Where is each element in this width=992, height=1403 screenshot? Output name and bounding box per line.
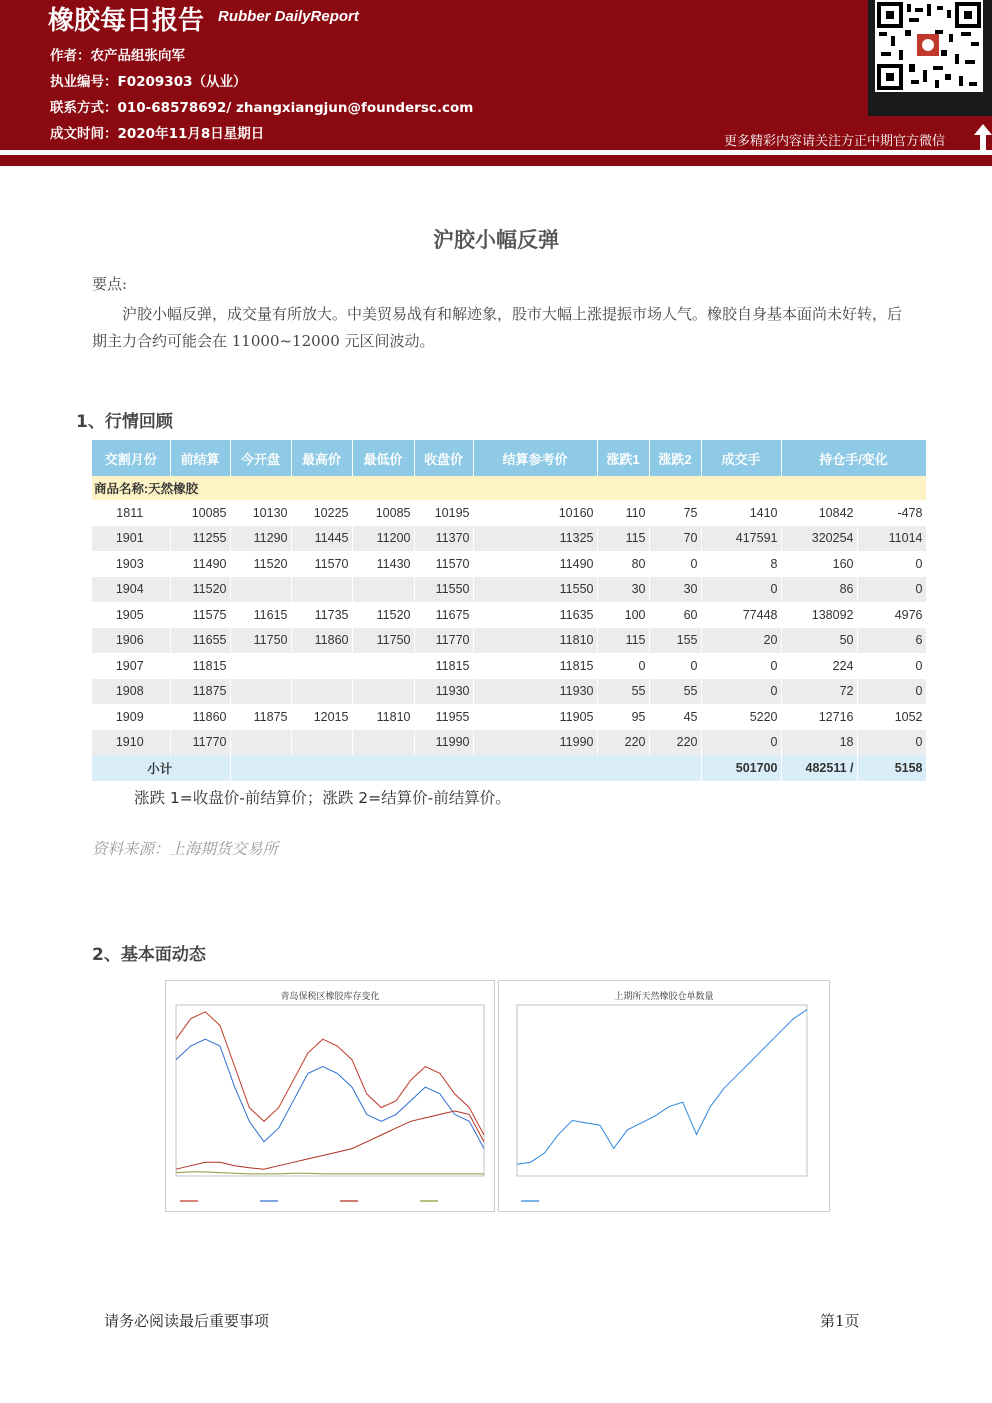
subtotal-row	[92, 755, 926, 781]
table-cell: 10160	[473, 500, 597, 526]
table-header-row	[92, 440, 926, 476]
report-title: 沪胶小幅反弹	[433, 228, 559, 252]
brand-title: 橡胶每日报告	[48, 6, 205, 36]
table-cell: 12716	[781, 704, 857, 730]
table-cell: 11255	[170, 526, 230, 552]
series-line	[176, 1111, 484, 1169]
table-note: 涨跌 1=收盘价-前结算价；涨跌 2=结算价-前结算价。	[134, 789, 511, 807]
table-cell: 11930	[473, 679, 597, 705]
col-header: 持仓手/变化	[781, 440, 926, 476]
series-line	[517, 1010, 807, 1165]
table-cell: 95	[597, 704, 649, 730]
table-cell: 55	[597, 679, 649, 705]
table-cell: 11370	[414, 526, 473, 552]
col-header: 今开盘	[230, 440, 291, 476]
chart-shfe-warrants	[498, 980, 830, 1212]
license-line: 执业编号：F0209303（从业）	[50, 74, 247, 90]
header-rule	[0, 155, 992, 166]
subtotal-spacer	[230, 755, 701, 781]
table-cell: 1910	[92, 730, 170, 756]
col-header: 最低价	[352, 440, 414, 476]
table-cell: 11430	[352, 551, 414, 577]
table-cell: 6	[857, 628, 926, 654]
table-cell: 0	[857, 730, 926, 756]
table-cell: 11200	[352, 526, 414, 552]
table-cell: -478	[857, 500, 926, 526]
table-row	[92, 500, 926, 526]
footer-disclaimer: 请务必阅读最后重要事项	[104, 1312, 270, 1330]
table-cell: 60	[649, 602, 701, 628]
table-cell: 10130	[230, 500, 291, 526]
table-cell: 0	[857, 551, 926, 577]
table-cell: 11490	[473, 551, 597, 577]
series-line	[176, 1012, 484, 1135]
table-cell: 1811	[92, 500, 170, 526]
table-cell: 10195	[414, 500, 473, 526]
follow-wechat-text: 更多精彩内容请关注方正中期官方微信	[724, 134, 946, 149]
table-cell: 11735	[291, 602, 352, 628]
table-cell: 11955	[414, 704, 473, 730]
table-cell	[352, 730, 414, 756]
table-cell: 1905	[92, 602, 170, 628]
table-cell: 55	[649, 679, 701, 705]
table-cell: 72	[781, 679, 857, 705]
table-cell: 8	[701, 551, 781, 577]
table-cell	[352, 653, 414, 679]
col-header: 涨跌2	[649, 440, 701, 476]
table-cell: 11490	[170, 551, 230, 577]
table-cell: 220	[649, 730, 701, 756]
table-cell: 4976	[857, 602, 926, 628]
subtotal-cell: 5158	[857, 755, 926, 781]
table-cell: 11815	[170, 653, 230, 679]
chart-qingdao-inventory	[165, 980, 495, 1212]
table-cell	[230, 679, 291, 705]
table-cell: 11570	[291, 551, 352, 577]
table-cell: 11575	[170, 602, 230, 628]
series-line	[176, 1039, 484, 1148]
table-cell: 86	[781, 577, 857, 603]
table-cell: 11520	[352, 602, 414, 628]
table-cell: 11655	[170, 628, 230, 654]
summary-label: 要点:	[92, 275, 128, 293]
table-cell: 320254	[781, 526, 857, 552]
table-cell: 20	[701, 628, 781, 654]
table-cell: 11810	[473, 628, 597, 654]
table-cell: 1410	[701, 500, 781, 526]
market-table	[92, 440, 927, 781]
series-line	[176, 1172, 484, 1174]
col-header: 成交手	[701, 440, 781, 476]
table-cell: 0	[701, 653, 781, 679]
table-cell: 1052	[857, 704, 926, 730]
chart-title: 上期所天然橡胶仓单数量	[614, 992, 714, 1002]
table-cell	[291, 653, 352, 679]
table-cell	[291, 730, 352, 756]
table-cell: 10225	[291, 500, 352, 526]
table-row	[92, 730, 926, 756]
table-cell: 100	[597, 602, 649, 628]
table-cell: 11770	[170, 730, 230, 756]
table-cell: 11815	[414, 653, 473, 679]
arrow-up-icon	[974, 124, 992, 150]
table-cell: 115	[597, 628, 649, 654]
table-cell: 11520	[170, 577, 230, 603]
table-row	[92, 653, 926, 679]
qr-code-icon	[875, 0, 983, 92]
table-cell: 0	[649, 551, 701, 577]
subtotal-cell: 小计	[92, 755, 230, 781]
table-row	[92, 602, 926, 628]
table-cell: 5220	[701, 704, 781, 730]
col-header: 交割月份	[92, 440, 170, 476]
table-cell	[291, 577, 352, 603]
table-cell: 0	[701, 730, 781, 756]
table-cell: 0	[597, 653, 649, 679]
table-cell	[352, 679, 414, 705]
table-row	[92, 704, 926, 730]
section-heading-market-review: 1、行情回顾	[76, 412, 173, 432]
subtotal-cell: 482511 /	[781, 755, 857, 781]
table-cell: 80	[597, 551, 649, 577]
table-cell: 11750	[352, 628, 414, 654]
table-cell: 18	[781, 730, 857, 756]
table-cell: 1903	[92, 551, 170, 577]
table-cell: 0	[701, 577, 781, 603]
table-cell: 11930	[414, 679, 473, 705]
page-number: 第1页	[820, 1312, 860, 1330]
table-cell: 224	[781, 653, 857, 679]
table-cell: 110	[597, 500, 649, 526]
data-source: 资料来源：上海期货交易所	[92, 840, 279, 858]
table-cell: 30	[597, 577, 649, 603]
table-cell: 1907	[92, 653, 170, 679]
table-cell: 11860	[170, 704, 230, 730]
subtotal-cell: 501700	[701, 755, 781, 781]
table-cell: 11550	[473, 577, 597, 603]
col-header: 最高价	[291, 440, 352, 476]
table-cell: 1909	[92, 704, 170, 730]
table-cell: 11750	[230, 628, 291, 654]
category-label: 商品名称:天然橡胶	[92, 476, 926, 500]
table-cell: 11325	[473, 526, 597, 552]
table-cell: 0	[857, 653, 926, 679]
plot-area	[517, 1005, 807, 1176]
table-cell	[230, 653, 291, 679]
table-cell: 11520	[230, 551, 291, 577]
table-cell: 160	[781, 551, 857, 577]
table-cell: 11860	[291, 628, 352, 654]
table-cell: 70	[649, 526, 701, 552]
brand-subtitle: Rubber DailyReport	[218, 8, 359, 25]
section-heading-fundamentals: 2、基本面动态	[92, 945, 206, 965]
table-row	[92, 679, 926, 705]
contact-line: 联系方式：010-68578692/ zhangxiangjun@foundersc.com	[50, 100, 474, 116]
col-header: 结算参考价	[473, 440, 597, 476]
table-cell: 77448	[701, 602, 781, 628]
table-cell: 220	[597, 730, 649, 756]
table-cell	[352, 577, 414, 603]
table-cell: 0	[857, 577, 926, 603]
table-cell: 45	[649, 704, 701, 730]
table-cell: 11615	[230, 602, 291, 628]
report-header	[0, 0, 992, 150]
author-line: 作者：农产品组张向军	[50, 48, 185, 64]
table-row	[92, 577, 926, 603]
table-cell: 11875	[170, 679, 230, 705]
table-cell: 11815	[473, 653, 597, 679]
chart-title: 青岛保税区橡胶库存变化	[280, 992, 380, 1002]
table-cell: 11014	[857, 526, 926, 552]
table-cell	[291, 679, 352, 705]
table-cell: 75	[649, 500, 701, 526]
table-cell: 0	[857, 679, 926, 705]
table-cell: 115	[597, 526, 649, 552]
table-cell: 11290	[230, 526, 291, 552]
table-cell: 0	[701, 679, 781, 705]
table-cell	[230, 577, 291, 603]
table-cell: 10085	[170, 500, 230, 526]
table-cell: 50	[781, 628, 857, 654]
table-cell: 155	[649, 628, 701, 654]
table-cell: 0	[649, 653, 701, 679]
table-cell: 10842	[781, 500, 857, 526]
table-cell: 11905	[473, 704, 597, 730]
table-cell: 10085	[352, 500, 414, 526]
col-header: 收盘价	[414, 440, 473, 476]
table-cell: 417591	[701, 526, 781, 552]
table-row	[92, 628, 926, 654]
col-header: 前结算	[170, 440, 230, 476]
table-cell: 1908	[92, 679, 170, 705]
table-cell: 1906	[92, 628, 170, 654]
table-cell: 1904	[92, 577, 170, 603]
table-cell: 11675	[414, 602, 473, 628]
table-cell: 11635	[473, 602, 597, 628]
category-row	[92, 476, 926, 500]
date-line: 成文时间：2020年11月8日星期日	[50, 126, 265, 142]
col-header: 涨跌1	[597, 440, 649, 476]
table-cell: 1901	[92, 526, 170, 552]
table-cell: 12015	[291, 704, 352, 730]
table-cell: 11990	[414, 730, 473, 756]
table-cell	[230, 730, 291, 756]
table-cell: 138092	[781, 602, 857, 628]
table-cell: 11570	[414, 551, 473, 577]
table-cell: 11445	[291, 526, 352, 552]
table-cell: 11990	[473, 730, 597, 756]
table-row	[92, 551, 926, 577]
table-row	[92, 526, 926, 552]
table-cell: 11770	[414, 628, 473, 654]
summary-text: 沪胶小幅反弹，成交量有所放大。中美贸易战有和解迹象，股市大幅上涨提振市场人气。橡胶自身基本面尚未好转，后期主力合约可能会在 11000~12000 元区间波动。	[92, 305, 903, 350]
table-cell: 11550	[414, 577, 473, 603]
table-cell: 30	[649, 577, 701, 603]
table-cell: 11875	[230, 704, 291, 730]
table-cell: 11810	[352, 704, 414, 730]
